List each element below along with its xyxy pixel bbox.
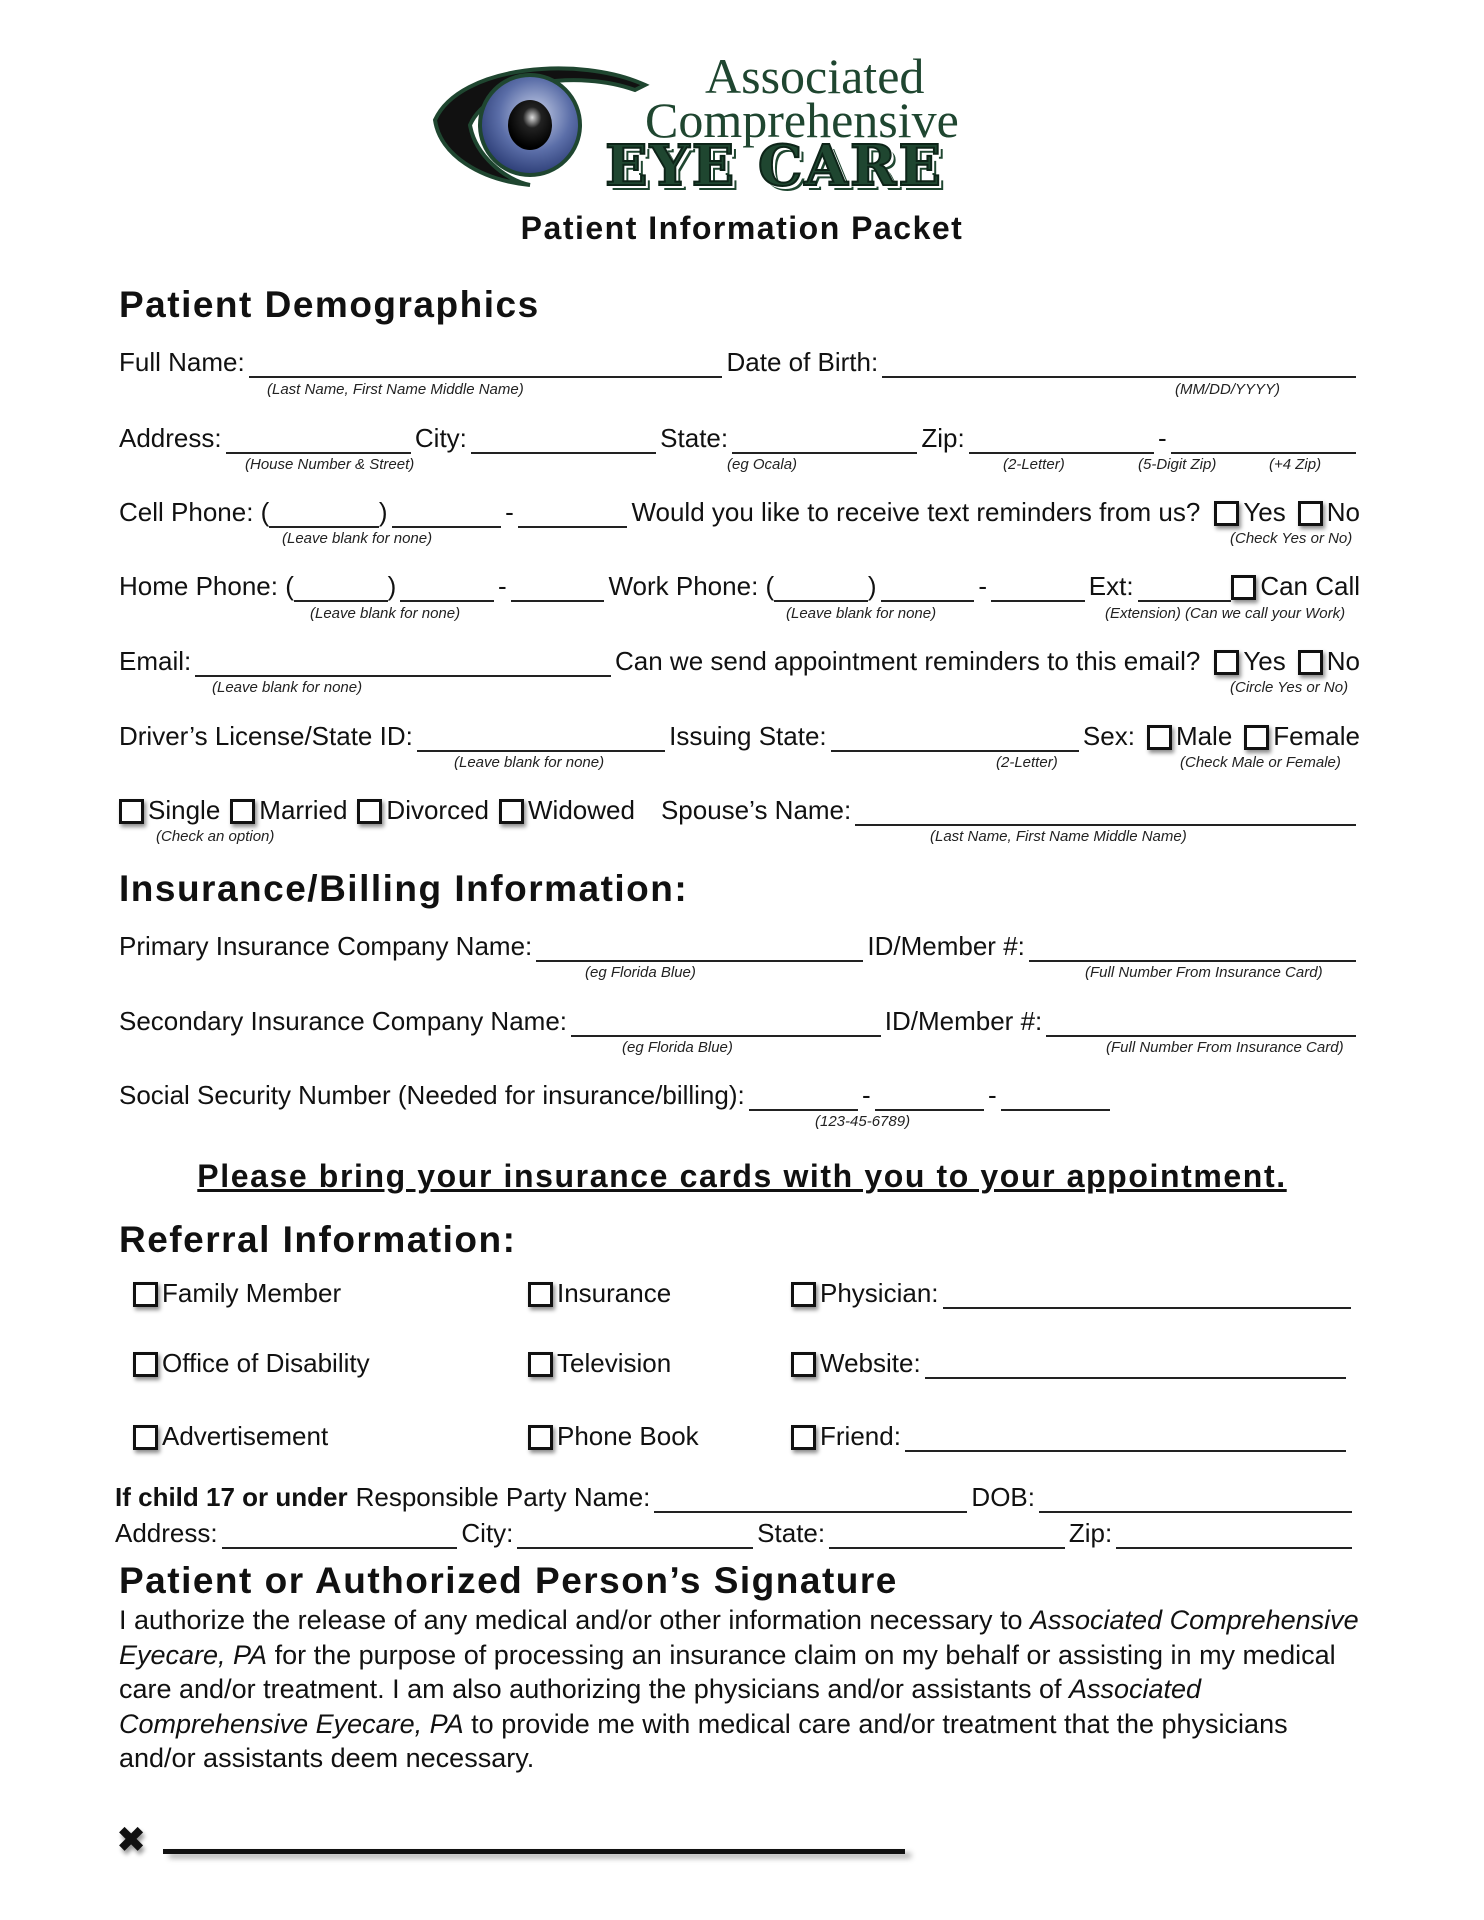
text-reminder-question: Would you like to receive text reminders from us? (631, 497, 1201, 527)
logo (430, 48, 1070, 205)
cell-line-field[interactable] (518, 502, 628, 528)
auth-text: to provide me with medical care and/or treatment that the physicians and/or assistants deem necessary. (119, 1708, 1288, 1773)
zip4-hint: (+4 Zip) (1269, 456, 1322, 473)
dob-label: Date of Birth: (726, 347, 879, 377)
referral-office-of-disability[interactable] (127, 1348, 370, 1379)
married-checkbox[interactable] (230, 799, 255, 824)
responsible-state-field[interactable] (829, 1523, 1065, 1549)
home-work-phone-row (119, 568, 1360, 602)
secondary-insurance-row (119, 1003, 1360, 1037)
widowed-label: Widowed (528, 795, 635, 825)
email-row (119, 643, 1360, 677)
responsible-city-label: City: (461, 1518, 514, 1548)
responsible-address-field[interactable] (222, 1523, 458, 1549)
city-field[interactable] (471, 428, 656, 454)
married-label: Married (259, 795, 348, 825)
primary-insurance-row (119, 928, 1360, 962)
auth-text: for the purpose of processing an insurance claim on my behalf or assisting in my medical care and/or treatment. I am also authorizing the physicians and/or assistants of (119, 1639, 1336, 1704)
dash: - (498, 571, 507, 601)
divorced-checkbox[interactable] (357, 799, 382, 824)
responsible-city-field[interactable] (517, 1523, 753, 1549)
checkbox[interactable] (133, 1352, 158, 1377)
full-name-field[interactable] (249, 352, 723, 378)
address-label: Address: (119, 423, 222, 453)
state-hint: (2-Letter) (1003, 456, 1065, 473)
full-name-label: Full Name: (119, 347, 245, 377)
yes-label: Yes (1243, 646, 1286, 676)
full-name-hint: (Last Name, First Name Middle Name) (267, 381, 524, 398)
email-no-checkbox[interactable] (1298, 650, 1323, 675)
issuing-state-hint: (2-Letter) (996, 754, 1058, 771)
dash: - (988, 1080, 997, 1110)
email-reminder-question: Can we send appointment reminders to this email? (615, 646, 1201, 676)
text-reminder-hint: (Check Yes or No) (1230, 530, 1353, 547)
primary-member-hint: (Full Number From Insurance Card) (1085, 964, 1323, 981)
practice-name: Associated Comprehensive Eyecare, PA (119, 1674, 1202, 1739)
referral-phone-book[interactable] (522, 1421, 699, 1452)
referral-website[interactable] (785, 1348, 1350, 1379)
email-field[interactable] (195, 651, 611, 677)
female-checkbox[interactable] (1244, 725, 1269, 750)
secondary-member-hint: (Full Number From Insurance Card) (1106, 1039, 1344, 1056)
work-prefix-field[interactable] (881, 576, 975, 602)
ext-label: Ext: (1088, 571, 1134, 601)
responsible-name-field[interactable] (654, 1487, 967, 1513)
member-id-label: ID/Member #: (884, 1006, 1043, 1036)
secondary-insurance-field[interactable] (571, 1011, 881, 1037)
primary-insurance-field[interactable] (536, 936, 863, 962)
issuing-state-field[interactable] (831, 726, 1079, 752)
ext-field[interactable] (1138, 576, 1232, 602)
physician-field[interactable] (943, 1283, 1352, 1309)
address-hint: (House Number & Street) (245, 456, 415, 473)
option-label: Television (557, 1348, 672, 1378)
ssn-row (119, 1077, 1114, 1111)
dash: - (978, 571, 988, 601)
ssn-part2-field[interactable] (875, 1085, 984, 1111)
full-name-row (119, 344, 1360, 378)
text-no-checkbox[interactable] (1298, 501, 1323, 526)
dash: - (505, 497, 514, 527)
auth-text: I authorize the release of any medical and/or other information necessary to (119, 1605, 1030, 1635)
responsible-address-label: Address: (115, 1518, 218, 1548)
primary-member-id-field[interactable] (1029, 936, 1356, 962)
option-label: Physician: (820, 1278, 939, 1308)
zip-hint: (5-Digit Zip) (1138, 456, 1217, 473)
license-field[interactable] (417, 726, 665, 752)
city-label: City: (414, 423, 467, 453)
spouse-label: Spouse’s Name: (660, 795, 852, 825)
paren-close: ) (378, 497, 388, 527)
option-label: Insurance (557, 1278, 672, 1308)
dash: - (862, 1080, 871, 1110)
option-label: Phone Book (557, 1421, 699, 1451)
no-label: No (1326, 497, 1360, 527)
email-yes-checkbox[interactable] (1214, 650, 1239, 675)
zip-dash: - (1158, 423, 1167, 453)
checkbox[interactable] (133, 1282, 158, 1307)
cell-hint: (Leave blank for none) (282, 530, 433, 547)
cell-area-code-field[interactable] (269, 502, 379, 528)
male-checkbox[interactable] (1147, 725, 1172, 750)
referral-insurance[interactable] (522, 1278, 671, 1309)
primary-insurance-hint: (eg Florida Blue) (585, 964, 696, 981)
address-row (119, 420, 1360, 454)
checkbox[interactable] (791, 1282, 816, 1307)
referral-advertisement[interactable] (127, 1421, 328, 1452)
signature-line[interactable] (163, 1849, 905, 1854)
marital-row (119, 792, 1360, 826)
secondary-insurance-hint: (eg Florida Blue) (622, 1039, 733, 1056)
email-hint: (Leave blank for none) (212, 679, 363, 696)
primary-insurance-label: Primary Insurance Company Name: (119, 931, 533, 961)
dob-hint: (MM/DD/YYYY) (1175, 381, 1280, 398)
checkbox[interactable] (528, 1282, 553, 1307)
referral-physician[interactable] (785, 1278, 1355, 1309)
female-label: Female (1273, 721, 1360, 751)
dob-field[interactable] (882, 352, 1356, 378)
checkbox[interactable] (791, 1352, 816, 1377)
paren-close: ) (387, 571, 397, 601)
option-label: Family Member (162, 1278, 342, 1308)
member-id-label: ID/Member #: (867, 931, 1025, 961)
ssn-part3-field[interactable] (1001, 1085, 1110, 1111)
signature-x-icon: ✖ (116, 1820, 147, 1861)
state-label: State: (660, 423, 729, 453)
issuing-state-label: Issuing State: (669, 721, 827, 751)
spouse-hint: (Last Name, First Name Middle Name) (930, 828, 1187, 845)
logo-line-eyecare: EYE CARE (605, 133, 944, 199)
practice-name: Associated Comprehensive Eyecare, PA (119, 1605, 1359, 1670)
secondary-insurance-label: Secondary Insurance Company Name: (119, 1006, 568, 1036)
license-label: Driver’s License/State ID: (119, 721, 413, 751)
zip4-field[interactable] (1171, 428, 1356, 454)
license-hint: (Leave blank for none) (454, 754, 605, 771)
section-heading-insurance: Insurance/Billing Information: (119, 868, 689, 909)
referral-television[interactable] (522, 1348, 671, 1379)
responsible-zip-label: Zip: (1068, 1518, 1113, 1548)
home-area-code-field[interactable] (294, 576, 388, 602)
license-row (119, 718, 1360, 752)
home-line-field[interactable] (511, 576, 605, 602)
work-line-field[interactable] (991, 576, 1085, 602)
home-phone-label: Home Phone: ( (119, 571, 294, 601)
insurance-card-reminder: Please bring your insurance cards with you to your appointment. (197, 1158, 1287, 1194)
responsible-state-label: State: (757, 1518, 826, 1548)
document-title: Patient Information Packet (520, 210, 964, 246)
home-prefix-field[interactable] (400, 576, 494, 602)
logo-line-comprehensive: Comprehensive (645, 92, 959, 148)
secondary-member-id-field[interactable] (1046, 1011, 1356, 1037)
yes-label: Yes (1243, 497, 1286, 527)
option-label: Website: (820, 1348, 921, 1378)
zip-label: Zip: (921, 423, 965, 453)
referral-friend[interactable] (785, 1421, 1350, 1452)
section-heading-demographics: Patient Demographics (119, 284, 540, 325)
responsible-dob-label: DOB: (971, 1482, 1035, 1512)
ssn-label: Social Security Number (Needed for insurance/billing): (119, 1080, 745, 1110)
male-label: Male (1175, 721, 1233, 751)
can-call-label: Can Call (1260, 571, 1361, 601)
cell-phone-label: Cell Phone: ( (119, 497, 270, 527)
sex-label: Sex: (1082, 721, 1135, 751)
child-condition-label: If child 17 or under (115, 1482, 348, 1512)
friend-field[interactable] (905, 1426, 1346, 1452)
ssn-hint: (123-45-6789) (815, 1113, 911, 1130)
zip-field[interactable] (969, 428, 1154, 454)
email-label: Email: (119, 646, 192, 676)
logo-line-associated: Associated (705, 48, 925, 104)
can-call-checkbox[interactable] (1231, 575, 1256, 600)
home-hint: (Leave blank for none) (310, 605, 461, 622)
website-field[interactable] (925, 1353, 1346, 1379)
widowed-checkbox[interactable] (499, 799, 524, 824)
city-hint: (eg Ocala) (727, 456, 798, 473)
option-label: Friend: (820, 1421, 901, 1451)
spouse-field[interactable] (855, 800, 1356, 826)
checkbox[interactable] (528, 1425, 553, 1450)
responsible-name-label: Responsible Party Name: (355, 1482, 651, 1512)
option-label: Office of Disability (162, 1348, 370, 1378)
ext-hint: (Extension) (Can we call your Work) (1105, 605, 1346, 622)
address-field[interactable] (226, 428, 411, 454)
authorization-paragraph (119, 1603, 1359, 1776)
option-label: Advertisement (162, 1421, 329, 1451)
work-phone-label: Work Phone: ( (608, 571, 775, 601)
responsible-zip-field[interactable] (1116, 1523, 1352, 1549)
checkbox[interactable] (791, 1425, 816, 1450)
responsible-address-row (115, 1515, 1356, 1549)
ssn-part1-field[interactable] (749, 1085, 858, 1111)
marital-hint: (Check an option) (156, 828, 275, 845)
single-label: Single (148, 795, 221, 825)
work-area-code-field[interactable] (774, 576, 868, 602)
no-label: No (1326, 646, 1360, 676)
cell-prefix-field[interactable] (392, 502, 502, 528)
responsible-dob-field[interactable] (1039, 1487, 1352, 1513)
sex-hint: (Check Male or Female) (1180, 754, 1341, 771)
referral-family-member[interactable] (127, 1278, 341, 1309)
checkbox[interactable] (528, 1352, 553, 1377)
work-hint: (Leave blank for none) (786, 605, 937, 622)
cell-phone-row (119, 494, 1360, 528)
section-heading-signature: Patient or Authorized Person’s Signature (119, 1560, 898, 1601)
responsible-party-row (115, 1479, 1356, 1513)
email-reminder-hint: (Circle Yes or No) (1230, 679, 1349, 696)
paren-close: ) (867, 571, 877, 601)
divorced-label: Divorced (386, 795, 490, 825)
state-field[interactable] (732, 428, 917, 454)
text-yes-checkbox[interactable] (1214, 501, 1239, 526)
section-heading-referral: Referral Information: (119, 1219, 517, 1260)
single-checkbox[interactable] (119, 799, 144, 824)
checkbox[interactable] (133, 1425, 158, 1450)
